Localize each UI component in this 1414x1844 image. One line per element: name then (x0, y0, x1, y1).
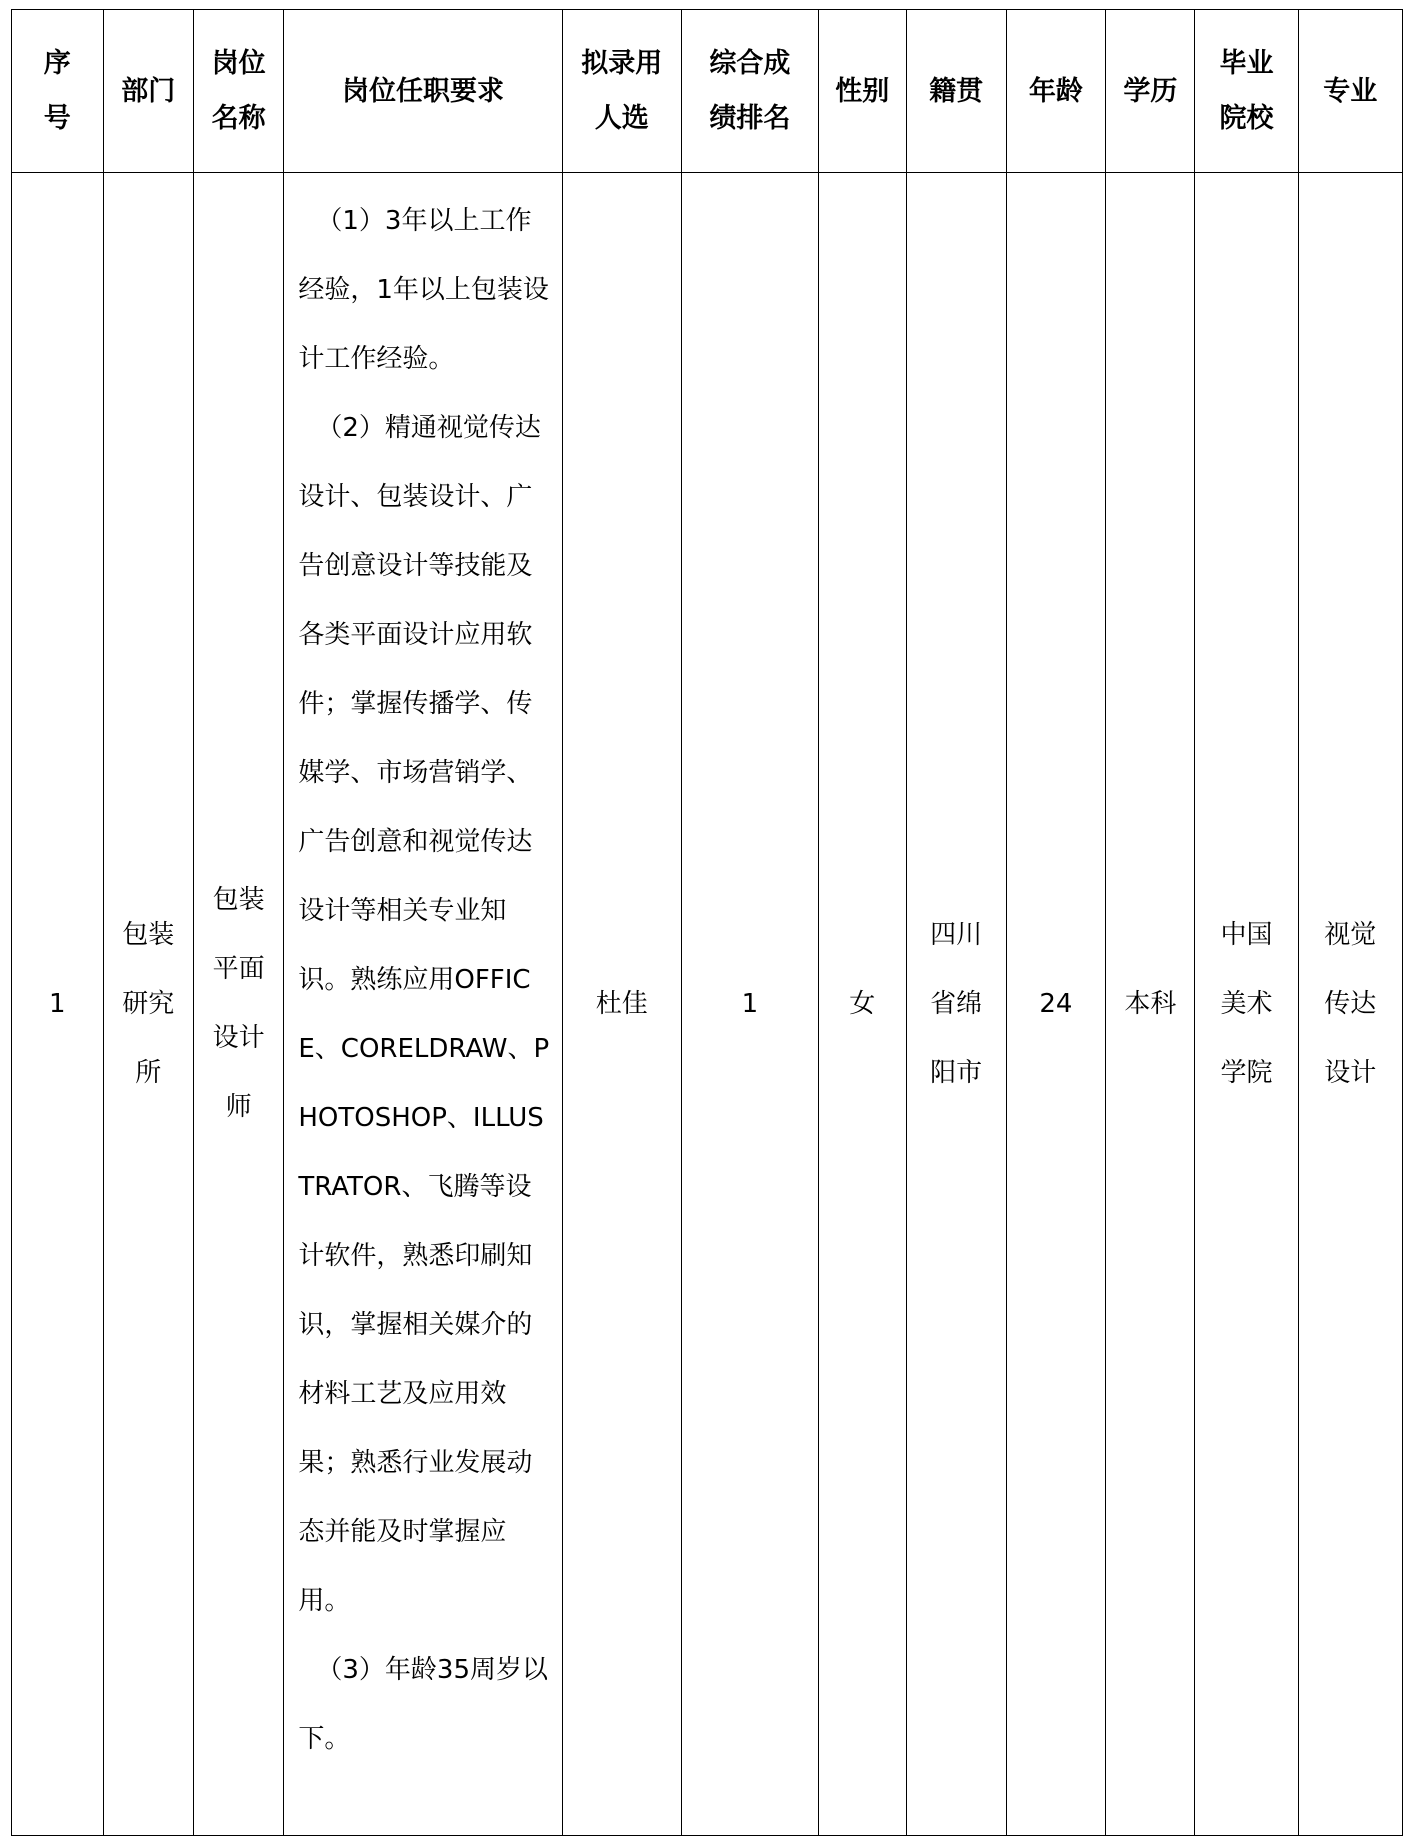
cell-native-place: 四川省绵阳市 (906, 173, 1006, 1836)
header-school: 毕业院校 (1195, 10, 1298, 173)
cell-candidate: 杜佳 (562, 173, 681, 1836)
cell-rank: 1 (681, 173, 818, 1836)
cell-dept: 包装研究所 (103, 173, 193, 1836)
candidate-table (11, 9, 1403, 1836)
requirement-item-1: （1）3年以上工作经验，1年以上包装设计工作经验。 (298, 206, 549, 374)
header-age: 年龄 (1006, 10, 1106, 173)
table-row (12, 173, 1403, 1836)
requirement-item-3: （3）年龄35周岁以下。 (298, 1655, 549, 1754)
header-education: 学历 (1106, 10, 1195, 173)
cell-school: 中国美术学院 (1195, 173, 1298, 1836)
cell-education: 本科 (1106, 173, 1195, 1836)
cell-seq: 1 (12, 173, 104, 1836)
header-dept: 部门 (103, 10, 193, 173)
header-candidate: 拟录用人选 (562, 10, 681, 173)
cell-requirements (284, 173, 562, 1836)
cell-post-name: 包装平面设计师 (193, 173, 283, 1836)
header-seq: 序号 (12, 10, 104, 173)
table-header-row (12, 10, 1403, 173)
cell-gender: 女 (818, 173, 906, 1836)
header-rank: 综合成绩排名 (681, 10, 818, 173)
cell-major: 视觉传达设计 (1298, 173, 1402, 1836)
header-gender: 性别 (818, 10, 906, 173)
header-major: 专业 (1298, 10, 1402, 173)
header-native-place: 籍贯 (906, 10, 1006, 173)
requirement-item-2: （2）精通视觉传达设计、包装设计、广告创意设计等技能及各类平面设计应用软件；掌握传播学、传媒学、市场营销学、广告创意和视觉传达设计等相关专业知识。熟练应用OFFICE、CORELDRAW、PHOTOSHOP、ILLUSTRATOR、飞腾等设计软件，熟悉印刷知识，掌握相关媒介的材料工艺及应用效果；熟悉行业发展动态并能及时掌握应用。 (298, 413, 550, 1616)
cell-age: 24 (1006, 173, 1106, 1836)
header-post-name: 岗位名称 (193, 10, 283, 173)
header-requirements: 岗位任职要求 (284, 10, 562, 173)
